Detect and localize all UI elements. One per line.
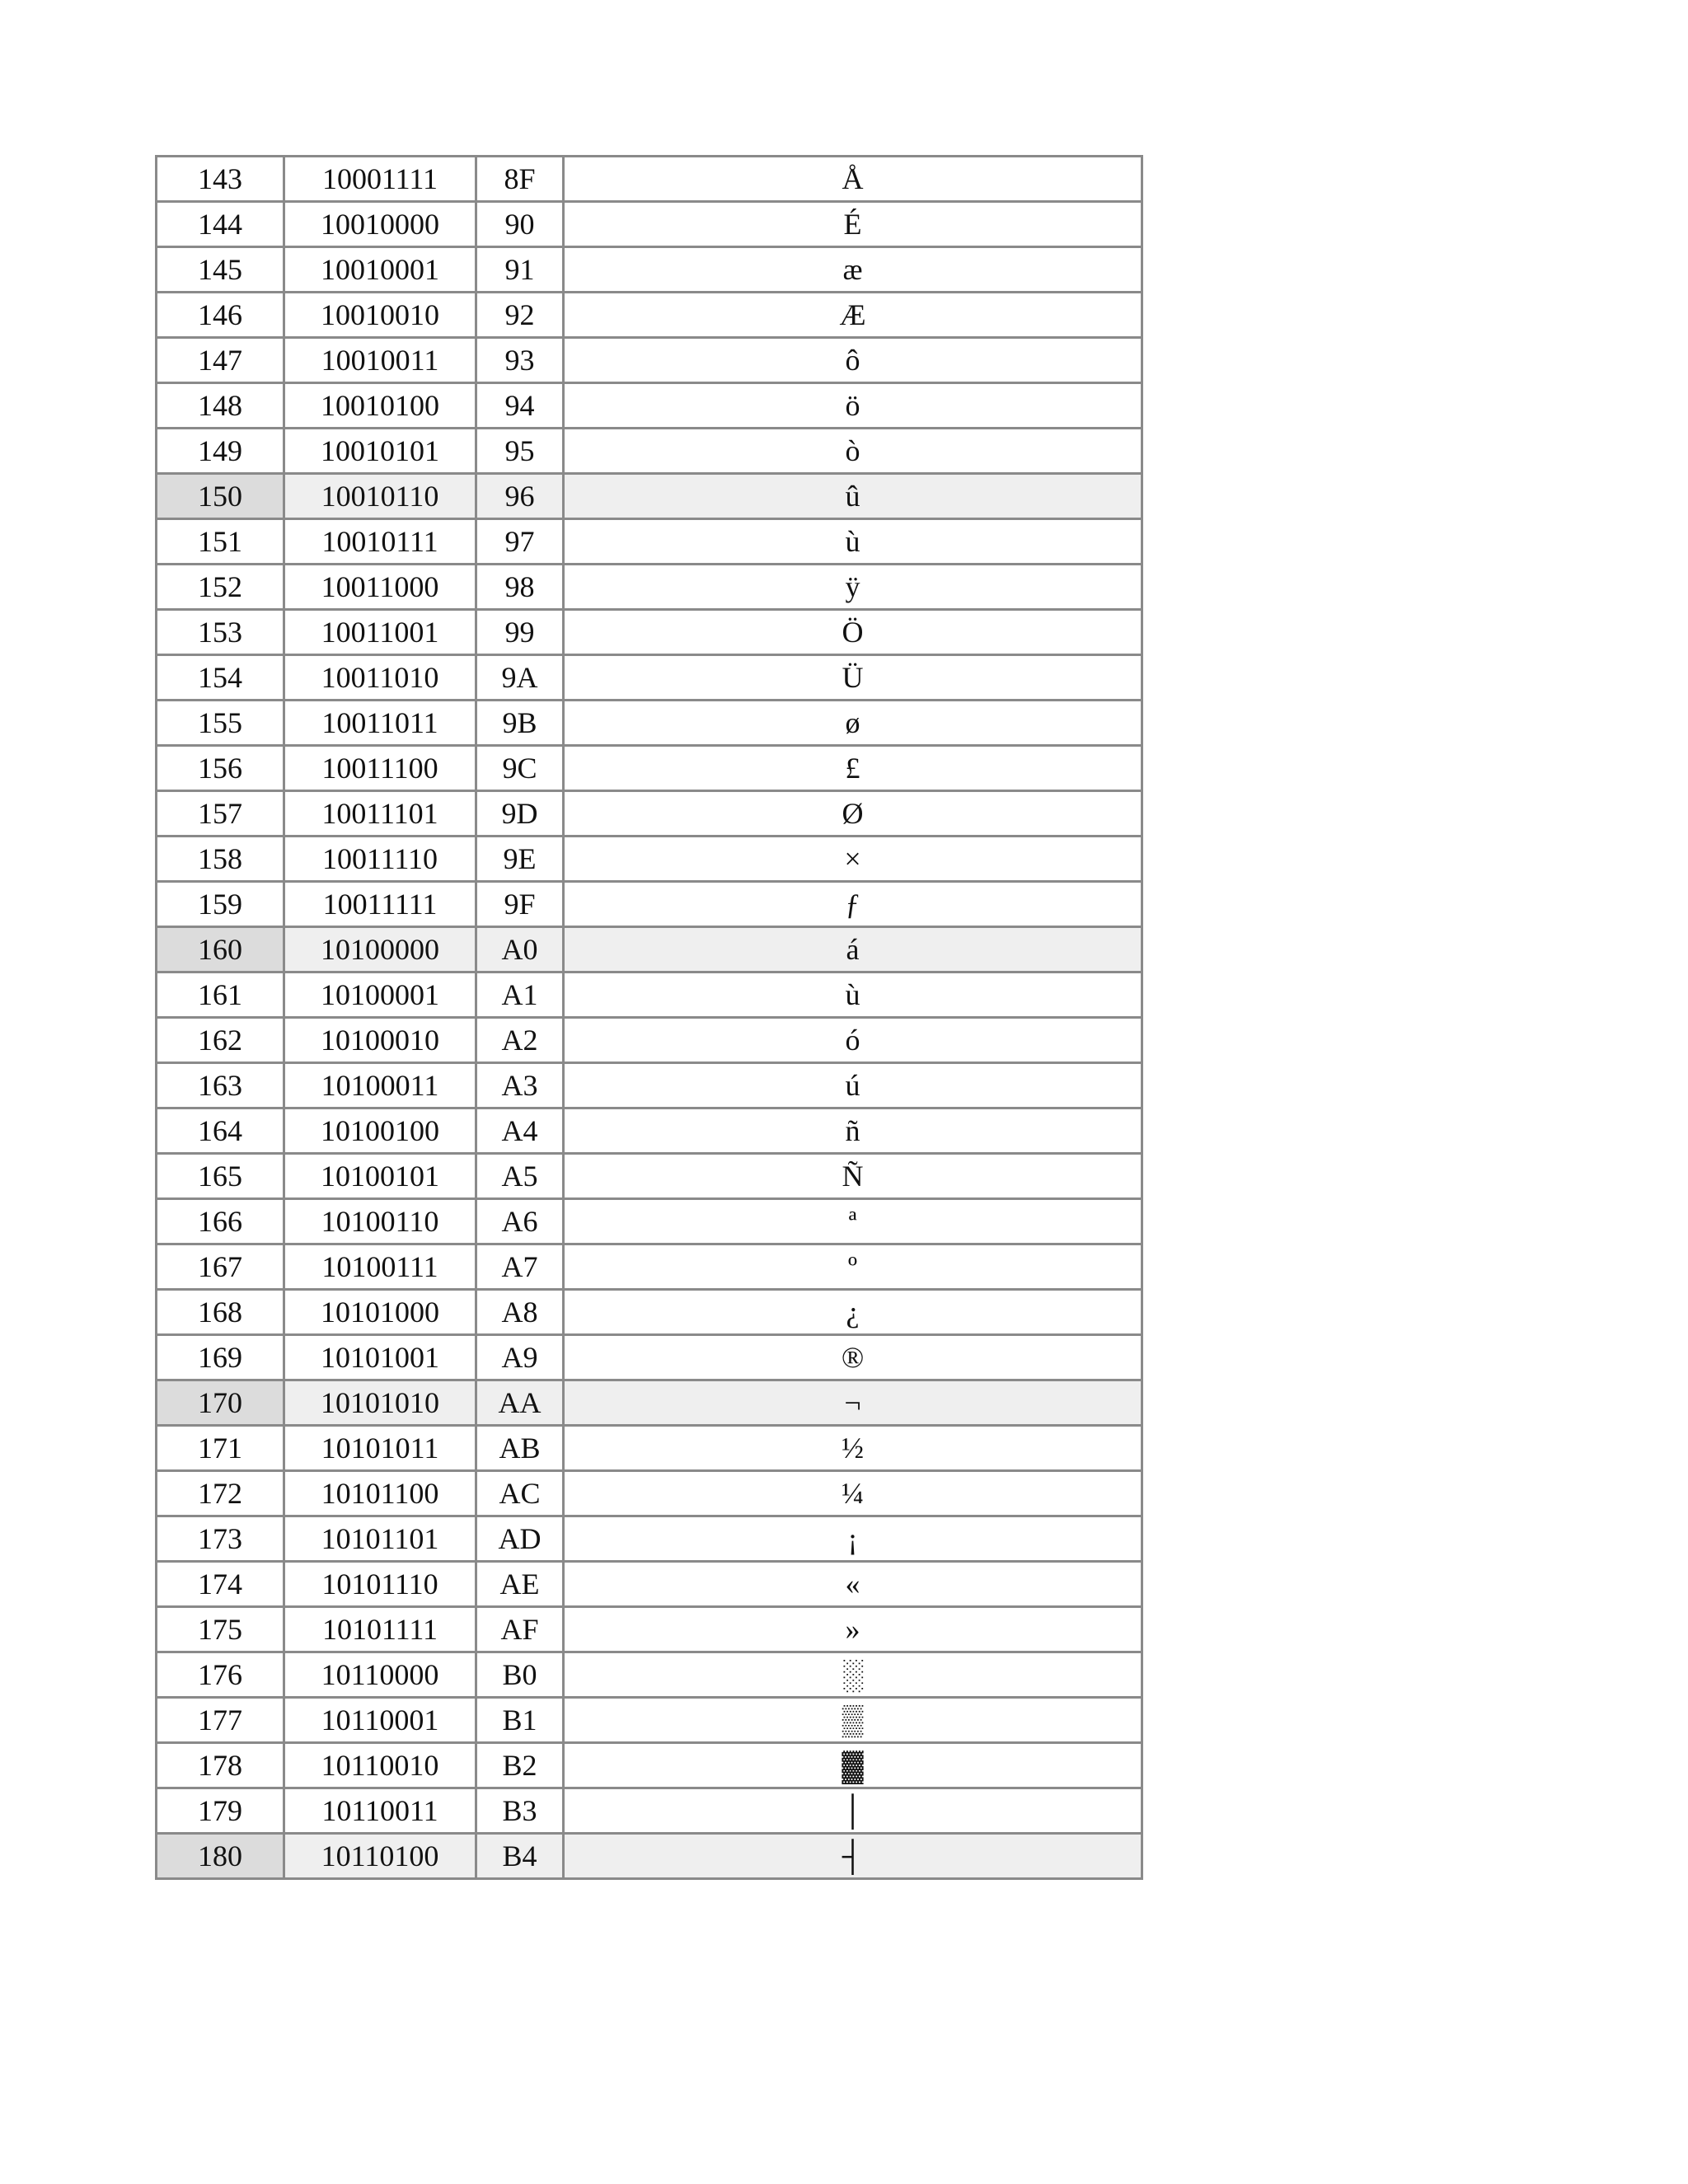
hex-cell: B4	[476, 1834, 564, 1879]
hex-cell: B0	[476, 1652, 564, 1698]
character-cell: ¿	[564, 1290, 1142, 1335]
hex-cell: 97	[476, 519, 564, 565]
table-row	[157, 701, 1142, 746]
binary-cell: 10101011	[284, 1426, 476, 1471]
table-row	[157, 882, 1142, 927]
decimal-cell: 146	[157, 293, 284, 338]
hex-cell: 9D	[476, 791, 564, 837]
table-body	[157, 157, 1142, 1879]
hex-cell: A5	[476, 1154, 564, 1199]
table-row	[157, 927, 1142, 972]
table-row	[157, 837, 1142, 882]
table-row	[157, 202, 1142, 247]
binary-cell: 10011000	[284, 565, 476, 610]
character-cell: ù	[564, 972, 1142, 1018]
character-cell: ó	[564, 1018, 1142, 1063]
decimal-cell: 173	[157, 1516, 284, 1562]
hex-cell: AC	[476, 1471, 564, 1516]
character-cell: á	[564, 927, 1142, 972]
character-cell: ƒ	[564, 882, 1142, 927]
binary-cell: 10010101	[284, 429, 476, 474]
hex-cell: A8	[476, 1290, 564, 1335]
decimal-cell: 152	[157, 565, 284, 610]
hex-cell: 9A	[476, 655, 564, 701]
character-cell: Ü	[564, 655, 1142, 701]
character-cell: ù	[564, 519, 1142, 565]
hex-cell: 91	[476, 247, 564, 293]
hex-cell: 9E	[476, 837, 564, 882]
decimal-cell: 145	[157, 247, 284, 293]
character-cell: ░	[564, 1652, 1142, 1698]
table-row	[157, 655, 1142, 701]
table-row	[157, 1108, 1142, 1154]
hex-cell: A9	[476, 1335, 564, 1380]
binary-cell: 10100001	[284, 972, 476, 1018]
character-cell: Æ	[564, 293, 1142, 338]
table-row	[157, 247, 1142, 293]
hex-cell: 95	[476, 429, 564, 474]
binary-cell: 10100010	[284, 1018, 476, 1063]
hex-cell: AF	[476, 1607, 564, 1652]
table-row	[157, 338, 1142, 383]
binary-cell: 10101110	[284, 1562, 476, 1607]
binary-cell: 10101101	[284, 1516, 476, 1562]
decimal-cell: 149	[157, 429, 284, 474]
table-row	[157, 972, 1142, 1018]
character-cell: ┤	[564, 1834, 1142, 1879]
character-cell: Ø	[564, 791, 1142, 837]
hex-cell: AD	[476, 1516, 564, 1562]
binary-cell: 10101111	[284, 1607, 476, 1652]
binary-cell: 10011100	[284, 746, 476, 791]
character-cell: ò	[564, 429, 1142, 474]
binary-cell: 10011001	[284, 610, 476, 655]
character-cell: Ñ	[564, 1154, 1142, 1199]
decimal-cell: 168	[157, 1290, 284, 1335]
decimal-cell: 165	[157, 1154, 284, 1199]
table-row	[157, 474, 1142, 519]
binary-cell: 10101010	[284, 1380, 476, 1426]
character-cell: Ö	[564, 610, 1142, 655]
ascii-code-table	[155, 155, 1143, 1880]
hex-cell: AB	[476, 1426, 564, 1471]
character-cell: ª	[564, 1199, 1142, 1244]
character-cell: ¼	[564, 1471, 1142, 1516]
binary-cell: 10011110	[284, 837, 476, 882]
hex-cell: A1	[476, 972, 564, 1018]
character-cell: ÿ	[564, 565, 1142, 610]
hex-cell: B1	[476, 1698, 564, 1743]
hex-cell: 9F	[476, 882, 564, 927]
binary-cell: 10101100	[284, 1471, 476, 1516]
character-cell: ▒	[564, 1698, 1142, 1743]
character-cell: ô	[564, 338, 1142, 383]
table-row	[157, 157, 1142, 202]
decimal-cell: 161	[157, 972, 284, 1018]
character-cell: ¬	[564, 1380, 1142, 1426]
decimal-cell: 175	[157, 1607, 284, 1652]
character-cell: º	[564, 1244, 1142, 1290]
table-row	[157, 565, 1142, 610]
table-row	[157, 1743, 1142, 1788]
character-cell: û	[564, 474, 1142, 519]
character-cell: ú	[564, 1063, 1142, 1108]
binary-cell: 10010000	[284, 202, 476, 247]
decimal-cell: 167	[157, 1244, 284, 1290]
table-row	[157, 383, 1142, 429]
table-row	[157, 1426, 1142, 1471]
binary-cell: 10110000	[284, 1652, 476, 1698]
binary-cell: 10110011	[284, 1788, 476, 1834]
character-cell: ×	[564, 837, 1142, 882]
binary-cell: 10100101	[284, 1154, 476, 1199]
hex-cell: AA	[476, 1380, 564, 1426]
decimal-cell: 174	[157, 1562, 284, 1607]
table-row	[157, 1018, 1142, 1063]
decimal-cell: 144	[157, 202, 284, 247]
binary-cell: 10010110	[284, 474, 476, 519]
table-row	[157, 1154, 1142, 1199]
hex-cell: 92	[476, 293, 564, 338]
decimal-cell: 166	[157, 1199, 284, 1244]
table-row	[157, 1516, 1142, 1562]
table-row	[157, 610, 1142, 655]
character-cell: «	[564, 1562, 1142, 1607]
hex-cell: 98	[476, 565, 564, 610]
decimal-cell: 177	[157, 1698, 284, 1743]
binary-cell: 10010001	[284, 247, 476, 293]
binary-cell: 10011111	[284, 882, 476, 927]
decimal-cell: 153	[157, 610, 284, 655]
binary-cell: 10010111	[284, 519, 476, 565]
hex-cell: A6	[476, 1199, 564, 1244]
decimal-cell: 151	[157, 519, 284, 565]
decimal-cell: 170	[157, 1380, 284, 1426]
table-row	[157, 1698, 1142, 1743]
decimal-cell: 155	[157, 701, 284, 746]
binary-cell: 10011010	[284, 655, 476, 701]
table-row	[157, 1380, 1142, 1426]
decimal-cell: 164	[157, 1108, 284, 1154]
hex-cell: 93	[476, 338, 564, 383]
binary-cell: 10010010	[284, 293, 476, 338]
decimal-cell: 156	[157, 746, 284, 791]
binary-cell: 10010011	[284, 338, 476, 383]
binary-cell: 10100011	[284, 1063, 476, 1108]
decimal-cell: 147	[157, 338, 284, 383]
decimal-cell: 158	[157, 837, 284, 882]
character-cell: ö	[564, 383, 1142, 429]
table-row	[157, 791, 1142, 837]
table-row	[157, 429, 1142, 474]
hex-cell: A2	[476, 1018, 564, 1063]
character-cell: ø	[564, 701, 1142, 746]
decimal-cell: 178	[157, 1743, 284, 1788]
decimal-cell: 154	[157, 655, 284, 701]
character-cell: ¡	[564, 1516, 1142, 1562]
binary-cell: 10100111	[284, 1244, 476, 1290]
decimal-cell: 176	[157, 1652, 284, 1698]
character-cell: Å	[564, 157, 1142, 202]
character-cell: æ	[564, 247, 1142, 293]
decimal-cell: 160	[157, 927, 284, 972]
decimal-cell: 169	[157, 1335, 284, 1380]
hex-cell: 9B	[476, 701, 564, 746]
decimal-cell: 163	[157, 1063, 284, 1108]
table-row	[157, 519, 1142, 565]
hex-cell: 96	[476, 474, 564, 519]
decimal-cell: 179	[157, 1788, 284, 1834]
binary-cell: 10011101	[284, 791, 476, 837]
table-row	[157, 1834, 1142, 1879]
binary-cell: 10101001	[284, 1335, 476, 1380]
table-row	[157, 1471, 1142, 1516]
hex-cell: A7	[476, 1244, 564, 1290]
hex-cell: AE	[476, 1562, 564, 1607]
decimal-cell: 180	[157, 1834, 284, 1879]
table-row	[157, 1335, 1142, 1380]
character-cell: É	[564, 202, 1142, 247]
binary-cell: 10110010	[284, 1743, 476, 1788]
decimal-cell: 150	[157, 474, 284, 519]
decimal-cell: 157	[157, 791, 284, 837]
character-cell: ▓	[564, 1743, 1142, 1788]
hex-cell: B2	[476, 1743, 564, 1788]
hex-cell: A3	[476, 1063, 564, 1108]
table-row	[157, 746, 1142, 791]
character-cell: ½	[564, 1426, 1142, 1471]
table-row	[157, 1063, 1142, 1108]
hex-cell: 90	[476, 202, 564, 247]
hex-cell: 94	[476, 383, 564, 429]
decimal-cell: 172	[157, 1471, 284, 1516]
character-cell: »	[564, 1607, 1142, 1652]
hex-cell: B3	[476, 1788, 564, 1834]
table-row	[157, 1562, 1142, 1607]
table-row	[157, 1788, 1142, 1834]
decimal-cell: 148	[157, 383, 284, 429]
decimal-cell: 159	[157, 882, 284, 927]
binary-cell: 10110001	[284, 1698, 476, 1743]
binary-cell: 10010100	[284, 383, 476, 429]
binary-cell: 10110100	[284, 1834, 476, 1879]
table-row	[157, 1290, 1142, 1335]
binary-cell: 10100100	[284, 1108, 476, 1154]
hex-cell: 9C	[476, 746, 564, 791]
hex-cell: 8F	[476, 157, 564, 202]
table-row	[157, 1607, 1142, 1652]
character-cell: ñ	[564, 1108, 1142, 1154]
hex-cell: A4	[476, 1108, 564, 1154]
table-row	[157, 293, 1142, 338]
binary-cell: 10101000	[284, 1290, 476, 1335]
binary-cell: 10100110	[284, 1199, 476, 1244]
binary-cell: 10011011	[284, 701, 476, 746]
hex-cell: A0	[476, 927, 564, 972]
table-row	[157, 1199, 1142, 1244]
binary-cell: 10100000	[284, 927, 476, 972]
character-cell: £	[564, 746, 1142, 791]
binary-cell: 10001111	[284, 157, 476, 202]
character-cell: │	[564, 1788, 1142, 1834]
decimal-cell: 171	[157, 1426, 284, 1471]
decimal-cell: 162	[157, 1018, 284, 1063]
decimal-cell: 143	[157, 157, 284, 202]
character-cell: ®	[564, 1335, 1142, 1380]
table-row	[157, 1244, 1142, 1290]
table-row	[157, 1652, 1142, 1698]
hex-cell: 99	[476, 610, 564, 655]
